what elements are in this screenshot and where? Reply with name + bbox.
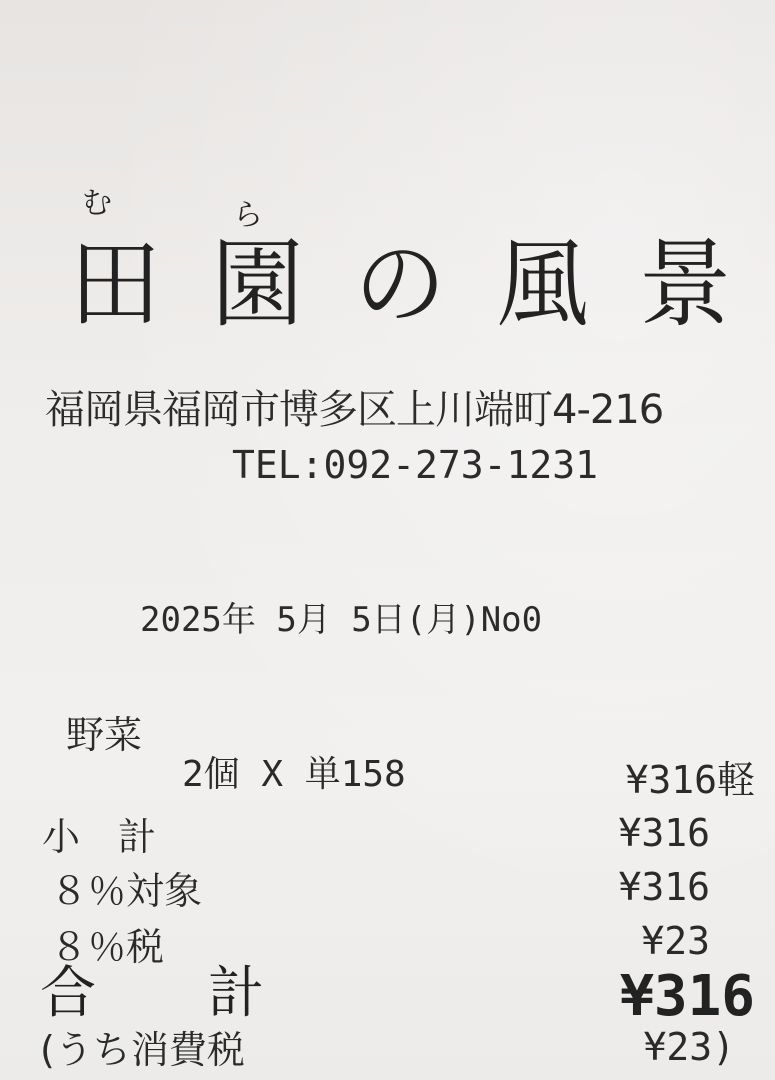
item-amount: ¥316軽 bbox=[625, 758, 755, 802]
tax-amount: ¥23 bbox=[641, 919, 710, 963]
subtotal-amount: ¥316 bbox=[618, 811, 710, 855]
subtotal-label: 小 計 bbox=[42, 815, 157, 859]
item-quantity-detail: 2個 X 単158 bbox=[182, 754, 406, 795]
taxable-amount: ¥316 bbox=[618, 865, 710, 909]
store-name-char: 園 bbox=[211, 228, 304, 341]
included-tax-amount: ¥23) bbox=[643, 1025, 735, 1069]
store-address: 福岡県福岡市博多区上川端町4-216 bbox=[45, 387, 664, 433]
total-amount: ¥316 bbox=[620, 964, 755, 1029]
store-name-furigana-2: ら bbox=[233, 198, 263, 233]
store-name-char: 風 bbox=[496, 228, 589, 341]
store-name-char: の bbox=[353, 228, 446, 341]
transaction-date: 2025年 5月 5日(月)No0 bbox=[140, 600, 543, 640]
included-tax-label: (うち消費税 bbox=[40, 1028, 245, 1072]
tax-label: ８％税 bbox=[50, 925, 165, 969]
store-name bbox=[55, 225, 745, 345]
total-label: 合 計 bbox=[40, 961, 264, 1026]
store-name-char: 田 bbox=[68, 228, 161, 341]
taxable-label: ８％対象 bbox=[50, 869, 203, 913]
store-name-furigana-1: む bbox=[82, 186, 112, 221]
store-name-char: 景 bbox=[638, 228, 731, 341]
item-name: 野菜 bbox=[66, 713, 143, 757]
store-telephone: TEL:092-273-1231 bbox=[232, 443, 599, 487]
